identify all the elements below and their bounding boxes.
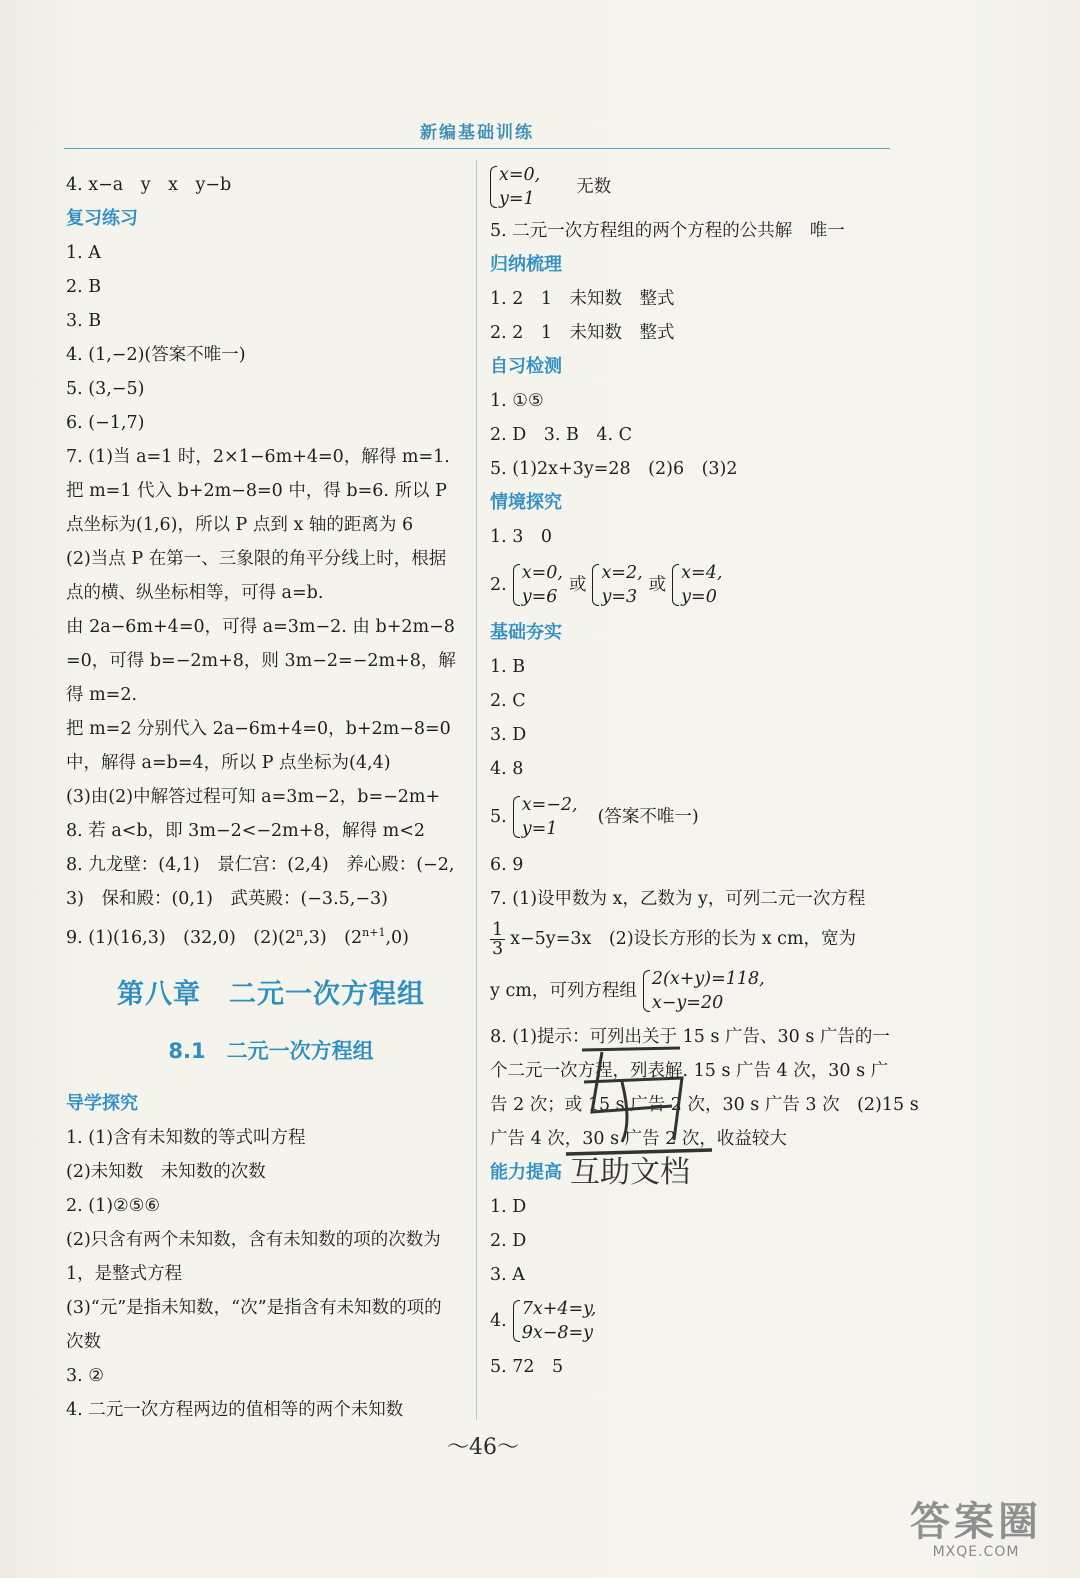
fraction-denominator: 3	[492, 938, 504, 959]
answer-line: 1. D	[490, 1197, 527, 1217]
equation: 2(x+y)=118,	[651, 969, 765, 989]
answer-line: 6. 9	[490, 855, 524, 875]
equation-system	[513, 793, 578, 841]
equation: x=4,	[681, 563, 723, 583]
answer-text: y cm，可列方程组	[490, 981, 637, 1001]
equation-system	[513, 1297, 597, 1345]
superscript: n	[296, 926, 304, 939]
answer-line: 1. 2 1 未知数 整式	[490, 289, 675, 309]
section-heading: 情境探究	[490, 492, 562, 513]
equation: x=2,	[601, 563, 643, 583]
equation-system	[592, 561, 642, 609]
answer-line: 2. (1)②⑤⑥	[66, 1195, 161, 1216]
answer-line: 次数	[66, 1331, 101, 1352]
answer-line: =0，可得 b=−2m+8，则 3m−2=−2m+8，解	[66, 651, 456, 671]
text-part: ,3) (2	[303, 927, 363, 948]
header-rule	[64, 148, 890, 149]
equation: 9x−8=y	[521, 1323, 594, 1343]
equation: y=3	[601, 587, 638, 607]
answer-line: 1. B	[490, 657, 526, 677]
section-heading: 基础夯实	[490, 622, 562, 643]
answer-line	[490, 916, 900, 962]
stamp-text: 互助文档	[570, 1155, 690, 1190]
answer-line: 2. D	[490, 1231, 527, 1251]
equation-system	[643, 967, 765, 1015]
answer-line: 点的横、纵坐标相等，可得 a=b.	[66, 583, 324, 603]
answer-line: 5. (1)2x+3y=28 (2)6 (3)2	[490, 459, 738, 479]
equation-system	[490, 163, 540, 211]
item-number: 5.	[490, 807, 507, 827]
answer-line: (2)未知数 未知数的次数	[66, 1161, 266, 1182]
answer-line: 6. (−1,7)	[66, 413, 145, 433]
answer-line: 2. B	[66, 277, 102, 297]
header-title: 新编基础训练	[420, 123, 534, 143]
left-column	[66, 168, 476, 1427]
fraction	[490, 921, 505, 958]
equation: 7x+4=y,	[521, 1299, 597, 1319]
item-number: 2.	[490, 575, 507, 595]
equation: x=−2,	[521, 795, 578, 815]
equation: x−y=20	[651, 993, 724, 1013]
answer-line: 1，是整式方程	[66, 1263, 183, 1284]
section-heading: 归纳梳理	[490, 254, 562, 275]
section-heading: 自习检测	[490, 356, 562, 377]
equation: y=6	[521, 587, 558, 607]
handwritten-stamp	[562, 1042, 722, 1192]
answer-line: 3. ②	[66, 1365, 104, 1386]
answer-line: 5. 72 5	[490, 1357, 564, 1377]
answer-line: (3)由(2)中解答过程可知 a=3m−2，b=−2m+	[66, 787, 441, 807]
answer-line: 3. D	[490, 725, 527, 745]
equation: y=1	[521, 819, 558, 839]
answer-text: 无数	[576, 177, 612, 197]
answer-line: 得 m=2.	[66, 685, 138, 705]
text-part: ,0)	[385, 927, 409, 948]
answer-text: (答案不唯一)	[597, 807, 699, 827]
answer-line: 7. (1)当 a=1 时，2×1−6m+4=0，解得 m=1.	[66, 447, 450, 467]
answer-line: 3. B	[66, 311, 102, 331]
answer-line: 7. (1)设甲数为 x，乙数为 y，可列二元一次方程	[490, 889, 866, 909]
answer-line	[66, 916, 476, 955]
equation-system	[513, 561, 563, 609]
section-title: 8.1 二元一次方程组	[168, 1038, 374, 1063]
equation-system	[672, 561, 722, 609]
watermark-url: MXQE.COM	[932, 1544, 1020, 1560]
equation: y=1	[499, 189, 535, 209]
section-heading: 导学探究	[66, 1092, 138, 1114]
answer-line: 3. A	[490, 1265, 525, 1285]
answer-line	[490, 786, 900, 848]
right-column	[490, 165, 919, 1384]
equation: x=0,	[499, 165, 541, 185]
answer-line: 个二元一次方程，列表解. 15 s 广告 4 次，30 s 广	[490, 1061, 889, 1081]
equation: y=0	[681, 587, 717, 607]
answer-line: 告 2 次；或 15 s 广告 2 次，30 s 广告 3 次 (2)15 s	[490, 1095, 919, 1115]
answer-line: 1. 3 0	[490, 527, 553, 547]
answer-line: 中，解得 a=b=4，所以 P 点坐标为(4,4)	[66, 753, 391, 773]
answer-line: 5. 二元一次方程组的两个方程的公共解 唯一	[490, 221, 845, 241]
answer-line: 1. A	[66, 243, 101, 263]
answer-line: 3) 保和殿：(0,1) 武英殿：(−3.5,−3)	[66, 889, 388, 909]
answer-line: 1. (1)含有未知数的等式叫方程	[66, 1127, 306, 1148]
answer-text: x−5y=3x (2)设长方形的长为 x cm，宽为	[510, 929, 857, 949]
section-heading: 能力提高	[490, 1162, 562, 1183]
answer-line: 广告 4 次，30 s 广告 2 次，收益较大	[490, 1129, 787, 1149]
answer-line: 8. 九龙壁：(4,1) 景仁宫：(2,4) 养心殿：(−2,	[66, 855, 455, 875]
answer-line: 8. 若 a<b，即 3m−2<−2m+8，解得 m<2	[66, 821, 426, 841]
answer-line	[490, 160, 900, 214]
answer-line: 4. 二元一次方程两边的值相等的两个未知数	[66, 1399, 404, 1420]
answer-line	[490, 554, 900, 616]
watermark-logo	[886, 1500, 1066, 1564]
column-divider	[476, 160, 477, 1420]
equation: x=0,	[521, 563, 563, 583]
running-header	[64, 118, 890, 143]
answer-line: (2)当点 P 在第一、三象限的角平分线上时，根据	[66, 549, 447, 569]
answer-line: 4. (1,−2)(答案不唯一)	[66, 345, 246, 365]
answer-line: 5. (3,−5)	[66, 379, 145, 399]
answer-line: 由 2a−6m+4=0，可得 a=3m−2. 由 b+2m−8	[66, 617, 455, 637]
answer-line	[490, 962, 900, 1020]
answer-line	[490, 1292, 900, 1350]
answer-line: 8. (1)提示：可列出关于 15 s 广告、30 s 广告的一	[490, 1027, 890, 1047]
answer-line: 把 m=2 分别代入 2a−6m+4=0，b+2m−8=0	[66, 719, 451, 739]
answer-line: 4. x−a y x y−b	[66, 175, 232, 195]
chapter-title: 第八章 二元一次方程组	[117, 978, 425, 1010]
answer-line: 1. ①⑤	[490, 391, 544, 411]
item-number: 4.	[490, 1311, 507, 1331]
section-heading: 复习练习	[66, 208, 138, 229]
answer-line: 2. 2 1 未知数 整式	[490, 323, 675, 343]
or-text: 或	[568, 575, 587, 595]
answer-line: (3)“元”是指未知数，“次”是指含有未知数的项的	[66, 1297, 442, 1318]
superscript: n+1	[362, 926, 386, 939]
answer-line: 4. 8	[490, 759, 524, 779]
watermark-text: 答案圈	[910, 1499, 1042, 1545]
text-part: 9. (1)(16,3) (32,0) (2)(2	[66, 927, 297, 948]
answer-line: 2. D 3. B 4. C	[490, 425, 633, 445]
answer-line: 2. C	[490, 691, 526, 711]
answer-line: 把 m=1 代入 b+2m−8=0 中，得 b=6. 所以 P	[66, 481, 447, 501]
or-text: 或	[648, 575, 667, 595]
fraction-numerator: 1	[492, 919, 504, 940]
answer-line: (2)只含有两个未知数，含有未知数的项的次数为	[66, 1229, 441, 1250]
page-number: ～46～	[447, 1435, 519, 1460]
answer-line: 点坐标为(1,6)，所以 P 点到 x 轴的距离为 6	[66, 515, 414, 535]
